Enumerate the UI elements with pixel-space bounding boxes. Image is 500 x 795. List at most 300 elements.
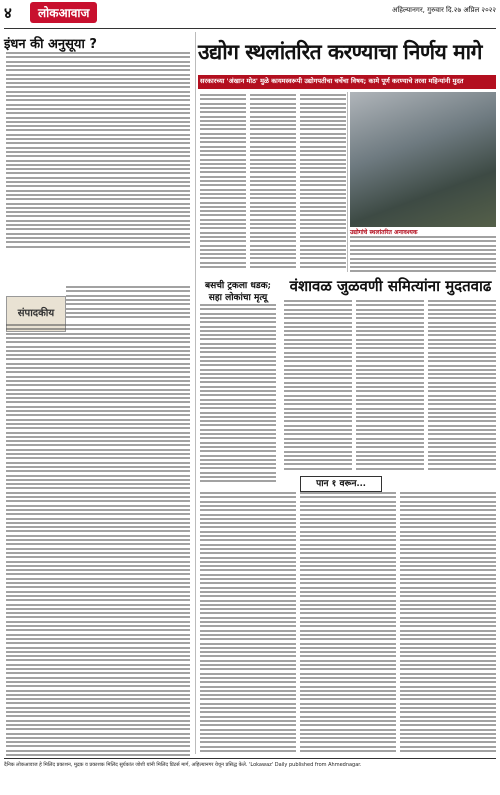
text-line xyxy=(356,412,424,414)
editorial-logo: संपादकीय xyxy=(6,296,66,332)
text-line xyxy=(300,746,396,748)
text-line xyxy=(200,308,276,310)
text-line xyxy=(300,141,346,143)
text-line xyxy=(200,120,246,122)
text-line xyxy=(6,367,190,369)
text-line xyxy=(6,492,190,494)
text-line xyxy=(300,638,396,640)
text-line xyxy=(6,621,190,623)
text-line xyxy=(66,303,190,305)
text-line xyxy=(200,317,276,319)
text-line xyxy=(200,326,276,328)
text-line xyxy=(300,171,346,173)
text-line xyxy=(400,694,496,696)
text-line xyxy=(428,347,496,349)
footer-imprint: दैनिक लोकआवाज हे मिलिंद प्रकाशन, मुद्रक व प्रकाशक मिलिंद सुर्यकांत जोशी यांनी मिलिंद प्रिंटर्स मार्ग, अहिल्यानगर येथून प्रसिद्ध केले. 'Lokawaz' Daily published from Ahmednagar. xyxy=(4,762,362,768)
text-line xyxy=(200,591,296,593)
text-line xyxy=(6,108,190,110)
text-line xyxy=(300,150,346,152)
text-line xyxy=(6,720,190,722)
text-line xyxy=(250,171,296,173)
text-line xyxy=(6,634,190,636)
text-line xyxy=(66,308,190,310)
text-line xyxy=(400,686,496,688)
main-subhead: सरकारच्या 'अंखान मोठ' मुळे कायमस्वरूपी उद्योगपतीचा चर्चेचा विषय; कामे पूर्ण करण्याचे तरवा महिन्यांनी मुदत xyxy=(200,77,464,85)
column-rule xyxy=(195,32,196,754)
text-line xyxy=(200,557,296,559)
text-line xyxy=(200,544,296,546)
text-line xyxy=(250,128,296,130)
main-headline: उद्योग स्थलांतरित करण्याचा निर्णय मागे xyxy=(198,40,482,64)
text-line xyxy=(250,103,296,105)
text-line xyxy=(300,741,396,743)
text-line xyxy=(300,154,346,156)
text-line xyxy=(6,358,190,360)
text-line xyxy=(250,262,296,264)
text-line xyxy=(400,677,496,679)
text-line xyxy=(356,326,424,328)
text-line xyxy=(400,539,496,541)
text-line xyxy=(284,309,352,311)
text-line xyxy=(300,664,396,666)
text-line xyxy=(356,468,424,470)
text-line xyxy=(200,565,296,567)
text-line xyxy=(200,141,246,143)
text-line xyxy=(300,176,346,178)
text-line xyxy=(6,552,190,554)
text-line xyxy=(200,133,246,135)
text-line xyxy=(284,365,352,367)
text-line xyxy=(6,543,190,545)
text-line xyxy=(400,750,496,752)
text-line xyxy=(300,569,396,571)
text-line xyxy=(300,245,346,247)
text-line xyxy=(250,94,296,96)
text-line xyxy=(250,137,296,139)
text-line xyxy=(300,236,346,238)
text-line xyxy=(200,703,296,705)
text-line xyxy=(200,116,246,118)
text-line xyxy=(300,561,396,563)
text-line xyxy=(300,750,396,752)
text-line xyxy=(6,228,190,230)
text-line xyxy=(200,257,246,259)
text-line xyxy=(6,715,190,717)
text-line xyxy=(6,61,190,63)
text-line xyxy=(6,449,190,451)
text-line xyxy=(6,462,190,464)
text-line xyxy=(200,686,296,688)
text-line xyxy=(400,505,496,507)
text-line xyxy=(300,214,346,216)
text-line xyxy=(428,420,496,422)
text-line xyxy=(6,125,190,127)
text-line xyxy=(6,616,190,618)
text-line xyxy=(300,232,346,234)
text-line xyxy=(428,468,496,470)
text-line xyxy=(6,65,190,67)
text-line xyxy=(6,52,190,54)
text-line xyxy=(300,219,346,221)
text-line xyxy=(356,425,424,427)
text-line xyxy=(200,146,246,148)
text-line xyxy=(200,356,276,358)
text-line xyxy=(428,463,496,465)
text-line xyxy=(250,232,296,234)
text-line xyxy=(400,569,496,571)
text-line xyxy=(200,651,296,653)
text-line xyxy=(6,324,190,326)
text-line xyxy=(6,690,190,692)
text-line xyxy=(6,427,190,429)
text-line xyxy=(428,403,496,405)
text-line xyxy=(350,266,496,268)
text-line xyxy=(400,673,496,675)
text-line xyxy=(200,232,246,234)
text-line xyxy=(400,548,496,550)
text-line xyxy=(300,249,346,251)
text-line xyxy=(428,390,496,392)
text-line xyxy=(6,436,190,438)
text-line xyxy=(356,334,424,336)
text-line xyxy=(400,492,496,494)
text-line xyxy=(6,389,190,391)
text-line xyxy=(200,604,296,606)
text-line xyxy=(300,253,346,255)
text-line xyxy=(356,330,424,332)
text-line xyxy=(250,146,296,148)
text-line xyxy=(400,716,496,718)
text-line xyxy=(6,104,190,106)
text-line xyxy=(250,206,296,208)
text-line xyxy=(200,403,276,405)
text-line xyxy=(6,172,190,174)
text-line xyxy=(400,638,496,640)
text-line xyxy=(200,501,296,503)
text-line xyxy=(6,655,190,657)
text-line xyxy=(356,451,424,453)
text-line xyxy=(356,304,424,306)
text-line xyxy=(6,638,190,640)
text-line xyxy=(356,390,424,392)
text-line xyxy=(200,245,246,247)
text-line xyxy=(400,737,496,739)
text-line xyxy=(6,475,190,477)
text-line xyxy=(200,612,296,614)
text-line xyxy=(284,373,352,375)
text-line xyxy=(6,694,190,696)
text-line xyxy=(6,595,190,597)
text-line xyxy=(200,210,246,212)
text-line xyxy=(350,240,496,242)
news-photo xyxy=(350,92,496,227)
text-line xyxy=(300,578,396,580)
text-line xyxy=(6,129,190,131)
text-line xyxy=(200,446,276,448)
text-line xyxy=(284,300,352,302)
text-line xyxy=(428,313,496,315)
text-line xyxy=(6,496,190,498)
text-line xyxy=(300,107,346,109)
text-line xyxy=(6,642,190,644)
text-line xyxy=(200,416,276,418)
text-line xyxy=(6,410,190,412)
text-line xyxy=(6,78,190,80)
text-line xyxy=(6,423,190,425)
text-line xyxy=(300,137,346,139)
text-line xyxy=(428,369,496,371)
text-line xyxy=(200,569,296,571)
text-line xyxy=(6,337,190,339)
text-line xyxy=(300,518,396,520)
text-line xyxy=(350,249,496,251)
text-line xyxy=(200,716,296,718)
text-line xyxy=(6,487,190,489)
text-line xyxy=(250,163,296,165)
text-line xyxy=(6,121,190,123)
text-line xyxy=(284,326,352,328)
text-line xyxy=(200,681,296,683)
text-line xyxy=(200,343,276,345)
text-line xyxy=(400,655,496,657)
text-line xyxy=(428,317,496,319)
text-line xyxy=(400,531,496,533)
text-line xyxy=(200,673,296,675)
text-line xyxy=(6,74,190,76)
text-line xyxy=(200,262,246,264)
text-line xyxy=(300,509,396,511)
text-line xyxy=(200,420,276,422)
text-line xyxy=(200,664,296,666)
text-line xyxy=(6,112,190,114)
text-line xyxy=(200,526,296,528)
text-line xyxy=(300,681,396,683)
text-line xyxy=(200,552,296,554)
text-line xyxy=(6,518,190,520)
page-header xyxy=(0,0,500,30)
text-line xyxy=(400,703,496,705)
text-line xyxy=(400,612,496,614)
text-line xyxy=(6,194,190,196)
text-line xyxy=(200,459,276,461)
text-line xyxy=(300,163,346,165)
text-line xyxy=(200,531,296,533)
text-line xyxy=(284,446,352,448)
text-line xyxy=(250,214,296,216)
text-line xyxy=(6,215,190,217)
text-line xyxy=(284,382,352,384)
text-line xyxy=(300,587,396,589)
text-line xyxy=(300,116,346,118)
text-line xyxy=(300,257,346,259)
text-line xyxy=(6,432,190,434)
text-line xyxy=(250,133,296,135)
text-line xyxy=(300,677,396,679)
text-line xyxy=(356,365,424,367)
text-line xyxy=(428,382,496,384)
text-line xyxy=(356,416,424,418)
text-line xyxy=(400,526,496,528)
text-line xyxy=(200,407,276,409)
text-line xyxy=(200,171,246,173)
text-line xyxy=(400,557,496,559)
text-line xyxy=(356,343,424,345)
text-line xyxy=(6,138,190,140)
text-line xyxy=(284,377,352,379)
text-line xyxy=(6,548,190,550)
text-line xyxy=(428,377,496,379)
text-line xyxy=(200,377,276,379)
text-line xyxy=(356,459,424,461)
text-line xyxy=(6,702,190,704)
text-line xyxy=(200,492,296,494)
text-line xyxy=(200,677,296,679)
text-line xyxy=(428,322,496,324)
left-article-headline: इंधन की अनुसूया ? xyxy=(4,37,97,52)
text-line xyxy=(428,360,496,362)
text-line xyxy=(356,356,424,358)
text-line xyxy=(356,373,424,375)
text-line xyxy=(6,573,190,575)
text-line xyxy=(200,750,296,752)
text-line xyxy=(284,395,352,397)
text-line xyxy=(300,210,346,212)
text-line xyxy=(6,500,190,502)
text-line xyxy=(250,249,296,251)
text-line xyxy=(400,625,496,627)
text-line xyxy=(356,399,424,401)
text-line xyxy=(400,681,496,683)
text-line xyxy=(400,621,496,623)
text-line xyxy=(300,643,396,645)
text-line xyxy=(400,729,496,731)
text-line xyxy=(400,514,496,516)
text-line xyxy=(6,406,190,408)
text-line xyxy=(300,128,346,130)
text-line xyxy=(400,647,496,649)
text-line xyxy=(6,582,190,584)
text-line xyxy=(300,133,346,135)
text-line xyxy=(300,737,396,739)
text-line xyxy=(200,535,296,537)
text-line xyxy=(6,181,190,183)
text-line xyxy=(6,220,190,222)
text-line xyxy=(300,552,396,554)
text-line xyxy=(356,433,424,435)
text-line xyxy=(428,395,496,397)
text-line xyxy=(300,539,396,541)
text-line xyxy=(200,522,296,524)
text-line xyxy=(428,442,496,444)
text-line xyxy=(200,647,296,649)
jump-label: पान १ वरून... xyxy=(300,476,382,492)
text-line xyxy=(200,334,276,336)
text-line xyxy=(6,414,190,416)
text-line xyxy=(300,240,346,242)
text-line xyxy=(6,535,190,537)
text-line xyxy=(6,341,190,343)
text-line xyxy=(200,197,246,199)
text-line xyxy=(300,595,396,597)
text-line xyxy=(200,690,296,692)
text-line xyxy=(6,466,190,468)
text-line xyxy=(200,98,246,100)
text-line xyxy=(200,595,296,597)
text-line xyxy=(6,237,190,239)
text-line xyxy=(6,668,190,670)
text-line xyxy=(6,328,190,330)
text-line xyxy=(300,103,346,105)
text-line xyxy=(350,258,496,260)
text-line xyxy=(356,382,424,384)
text-line xyxy=(284,369,352,371)
text-line xyxy=(200,737,296,739)
text-line xyxy=(6,677,190,679)
page-number: ४ xyxy=(4,4,12,22)
text-line xyxy=(200,167,246,169)
text-line xyxy=(284,352,352,354)
text-line xyxy=(300,505,396,507)
text-line xyxy=(200,227,246,229)
text-line xyxy=(6,160,190,162)
text-line xyxy=(6,479,190,481)
text-line xyxy=(6,444,190,446)
text-line xyxy=(200,621,296,623)
text-line xyxy=(200,694,296,696)
text-line xyxy=(66,316,190,318)
text-line xyxy=(200,472,276,474)
text-line xyxy=(66,299,190,301)
text-line xyxy=(6,380,190,382)
text-line xyxy=(6,737,190,739)
text-line xyxy=(284,330,352,332)
text-line xyxy=(356,352,424,354)
text-line xyxy=(300,621,396,623)
text-line xyxy=(6,56,190,58)
text-line xyxy=(400,574,496,576)
text-line xyxy=(200,476,276,478)
text-line xyxy=(300,673,396,675)
text-line xyxy=(200,128,246,130)
text-line xyxy=(356,395,424,397)
page-footer xyxy=(4,758,496,793)
text-line xyxy=(400,565,496,567)
column-rule xyxy=(347,92,348,272)
text-line xyxy=(6,246,190,248)
text-line xyxy=(300,565,396,567)
text-line xyxy=(200,394,276,396)
text-line xyxy=(6,354,190,356)
text-line xyxy=(200,634,296,636)
text-line xyxy=(6,707,190,709)
text-line xyxy=(6,211,190,213)
text-line xyxy=(6,591,190,593)
text-line xyxy=(200,437,276,439)
text-line xyxy=(200,373,276,375)
text-line xyxy=(6,578,190,580)
text-line xyxy=(300,531,396,533)
text-line xyxy=(284,438,352,440)
text-line xyxy=(284,356,352,358)
text-line xyxy=(200,729,296,731)
text-line xyxy=(200,381,276,383)
text-line xyxy=(300,655,396,657)
text-line xyxy=(200,698,296,700)
text-line xyxy=(284,412,352,414)
text-line xyxy=(200,180,246,182)
dateline: अहिल्यानगर, गुरुवार दि.२७ अप्रिल २०२२ xyxy=(392,6,496,14)
text-line xyxy=(356,313,424,315)
